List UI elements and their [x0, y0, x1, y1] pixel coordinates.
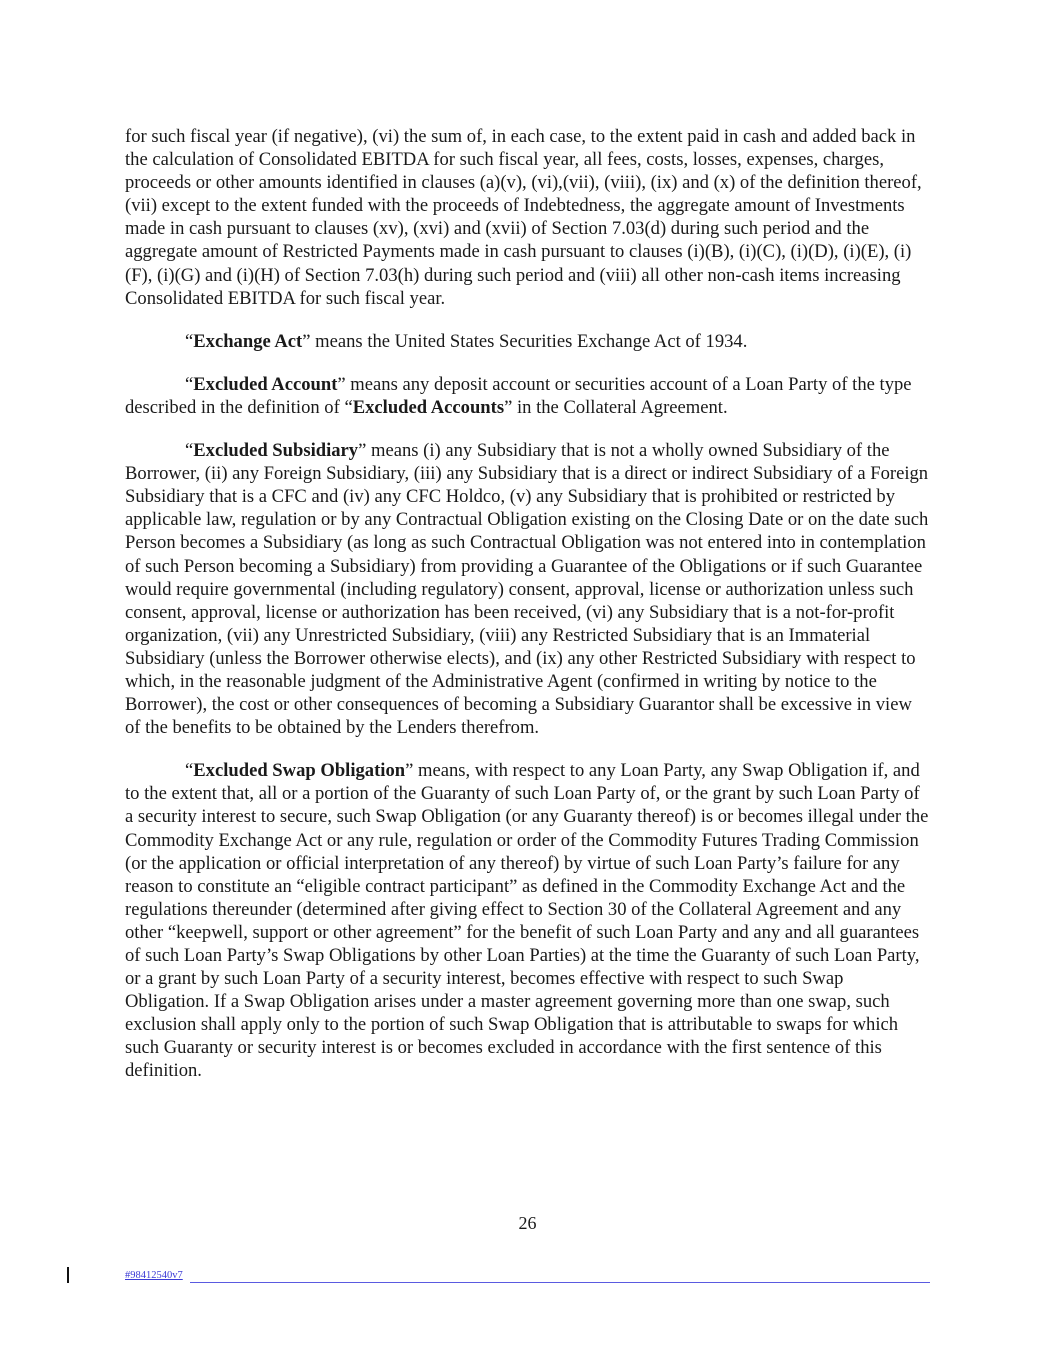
document-body [125, 125, 931, 1103]
definition-text: means the United States Securities Exchange Act of 1934. [310, 330, 748, 352]
definition-excluded-swap-obligation [125, 759, 931, 1082]
open-quote: “ [185, 760, 194, 782]
close-quote: ” [405, 760, 414, 782]
document-id-link[interactable]: #98412540v7 [125, 1270, 183, 1281]
defined-term: Excluded Swap Obligation [193, 760, 406, 782]
open-quote: “ [185, 440, 194, 462]
referenced-term: Excluded Accounts [352, 396, 505, 418]
continuation-paragraph: for such fiscal year (if negative), (vi) the sum of, in each case, to the extent paid in cash and added back in the calculation of Consolidated EBITDA for such fiscal year, all fees, costs, losses, expenses, charges, proceeds or other amounts identified in clauses (a)(v), (vi),(vii), (viii), (ix) and (x) of the definition thereof, (vii) except to the extent funded with the proceeds of Indebtedness, the aggregate amount of Investments made in cash pursuant to clauses (xv), (xvi) and (xvii) of Section 7.03(d) during such period and the aggregate amount of Restricted Payments made in cash pursuant to clauses (i)(B), (i)(C), (i)(D), (i)(E), (i)(F), (i)(G) and (i)(H) of Section 7.03(h) during such period and (viii) all other non-cash items increasing Consolidated EBITDA for such fiscal year. [125, 126, 922, 309]
defined-term: Exchange Act [193, 330, 303, 352]
definition-excluded-subsidiary [125, 439, 931, 739]
open-quote: “ [185, 330, 194, 352]
definition-text: means any deposit account or securities account of a Loan Party of the type described in the definition of “ [125, 373, 912, 418]
definition-text: means (i) any Subsidiary that is not a wholly owned Subsidiary of the Borrower, (ii) any Foreign Subsidiary, (iii) any Subsidiary that is a direct or indirect Subsidiary of a Foreign Subsidiary that is a CFC and (iv) any CFC Holdco, (v) any Subsidiary that is prohibited or restricted by applicable law, regulation or by any Contractual Obligation existing on the Closing Date or on the date such Person becomes a Subsidiary (as long as such Contractual Obligation was not entered into in contemplation of such Person becoming a Subsidiary) from providing a Guarantee of the Obligations or if such Guarantee would require governmental (including regulatory) consent, approval, license or authorization unless such consent, approval, license or authorization has been received, (vi) any Subsidiary that is a not-for-profit organization, (vii) any Unrestricted Subsidiary, (viii) any Restricted Subsidiary that is an Immaterial Subsidiary (unless the Borrower otherwise elects), and (ix) any other Restricted Subsidiary with respect to which, in the reasonable judgment of the Administrative Agent (confirmed in writing by notice to the Borrower), the cost or other consequences of becoming a Subsidiary Guarantor shall be excessive in view of the benefits to be obtained by the Lenders therefrom. [125, 440, 929, 739]
close-quote: ” [302, 330, 311, 352]
close-quote: ” [358, 440, 367, 462]
definition-text: means, with respect to any Loan Party, any Swap Obligation if, and to the extent that, all or a portion of the Guaranty of such Loan Party of, or the grant by such Loan Party of a security interest to secure, such Swap Obligation (or any Guaranty thereof) is or becomes illegal under the Commodity Exchange Act or any rule, regulation or order of the Commodity Futures Trading Commission (or the application or official interpretation of any thereof) by virtue of such Loan Party’s failure for any reason to constitute an “eligible contract participant” as defined in the Commodity Exchange Act and the regulations thereunder (determined after giving effect to Section 30 of the Collateral Agreement and any other “keepwell, support or other agreement” for the benefit of such Loan Party and any and all guarantees of such Loan Party’s Swap Obligations by other Loan Parties) at the time the Guaranty of such Loan Party, or a grant by such Loan Party of a security interest, becomes effective with respect to such Swap Obligation. If a Swap Obligation arises under a master agreement governing more than one swap, such exclusion shall apply only to the portion of such Swap Obligation that is attributable to swaps for which such Guaranty or security interest is or becomes excluded in accordance with the first sentence of this definition. [125, 760, 929, 1082]
page-number: 26 [518, 1213, 537, 1233]
footer-rule [190, 1282, 930, 1283]
definition-excluded-account [125, 373, 931, 419]
defined-term: Excluded Account [193, 373, 338, 395]
revision-change-bar [67, 1267, 69, 1283]
definition-text-after: ” in the Collateral Agreement. [504, 396, 728, 418]
definition-exchange-act [125, 330, 931, 353]
close-quote: ” [337, 373, 346, 395]
defined-term: Excluded Subsidiary [193, 440, 359, 462]
open-quote: “ [185, 373, 194, 395]
